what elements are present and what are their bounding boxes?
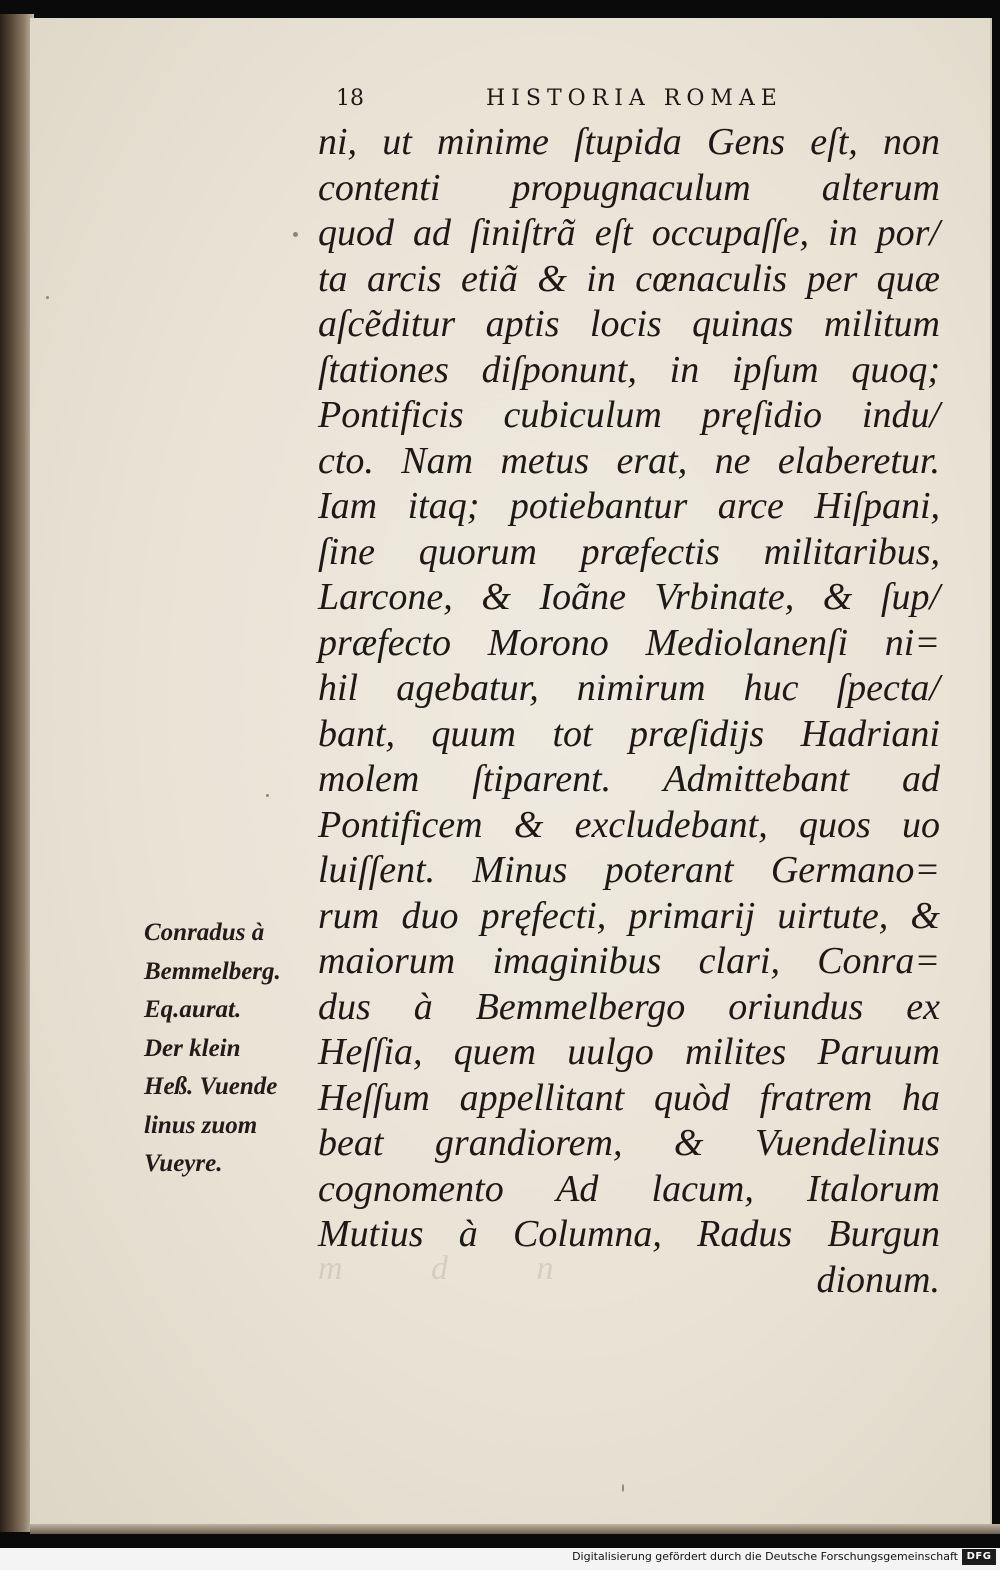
paper-speck	[46, 296, 49, 299]
text-line: ſine quorum præfectis militaribus,	[318, 530, 940, 573]
marginal-note	[144, 914, 281, 1184]
text-line: quod ad ſiniſtrã eſt occupaſſe, in por/	[318, 212, 940, 254]
text-line: aſcẽditur aptis locis quinas militum	[318, 303, 940, 345]
paper-speck	[622, 1484, 624, 1492]
ink-show-through: m d n	[318, 1250, 594, 1287]
page-number: 18	[336, 86, 364, 111]
paper-speck	[293, 232, 298, 237]
marginal-note-line: Heß. Vuende	[144, 1073, 278, 1100]
text-line: ni, ut minime ſtupida Gens eſt, non	[318, 121, 940, 163]
marginal-note-line: Conradus à	[144, 919, 265, 946]
text-line: bant, quum tot præſidijs Hadriani	[318, 712, 940, 755]
marginal-note-line: Bemmelberg.	[144, 957, 281, 985]
text-line: luiſſent. Minus poterant Germano=	[318, 849, 940, 891]
marginal-note-line: linus zuom	[144, 1111, 258, 1139]
text-line-final: dionum.	[816, 1258, 940, 1301]
text-line: maiorum imaginibus clari, Conra=	[318, 940, 940, 982]
text-line: molem ſtiparent. Admittebant ad	[318, 758, 940, 800]
text-line: Pontificis cubiculum pręſidio indu/	[318, 394, 940, 436]
main-text-block	[318, 120, 940, 1303]
text-line: rum duo pręfecti, primarij uirtute, &	[318, 894, 940, 937]
text-line: ſtationes diſponunt, in ipſum quoq;	[318, 348, 940, 391]
text-line: dus à Bemmelbergo oriundus ex	[318, 985, 940, 1028]
text-line: Pontificem & excludebant, quos uo	[318, 803, 940, 846]
text-line: cognomento Ad lacum, Italorum	[318, 1167, 940, 1210]
text-line: præfecto Morono Mediolanenſi ni=	[318, 621, 940, 664]
text-line: contenti propugnaculum alterum	[318, 166, 940, 209]
text-line: Larcone, & Ioãne Vrbinate, & ſup/	[318, 576, 940, 618]
text-line: Mutius à Columna, Radus Burgun	[318, 1213, 940, 1255]
text-line: Heſſia, quem uulgo milites Paruum	[318, 1031, 940, 1073]
text-line: cto. Nam metus erat, ne elaberetur.	[318, 439, 940, 482]
paper-speck	[266, 794, 269, 797]
marginal-note-line: Der klein	[144, 1034, 241, 1062]
text-line: beat grandiorem, & Vuendelinus	[318, 1122, 940, 1164]
text-line: hil agebatur, nimirum huc ſpecta/	[318, 667, 940, 709]
page-bottom-edge	[30, 1524, 1000, 1534]
dfg-logo: DFG	[962, 1549, 996, 1565]
marginal-note-line: Vueyre.	[144, 1150, 223, 1177]
text-line: ta arcis etiã & in cœnaculis per quæ	[318, 257, 940, 300]
book-spine-edge	[0, 14, 34, 1532]
dfg-credit-text: Digitalisierung gefördert durch die Deutsche Forschungsgemeinschaft	[572, 1550, 958, 1563]
running-title: HISTORIA ROMAE	[486, 86, 783, 111]
marginal-note-line: Eq.aurat.	[144, 996, 242, 1023]
text-line: Iam itaq; potiebantur arce Hiſpani,	[318, 485, 940, 527]
text-line: Heſſum appellitant quòd fratrem ha	[318, 1076, 940, 1119]
